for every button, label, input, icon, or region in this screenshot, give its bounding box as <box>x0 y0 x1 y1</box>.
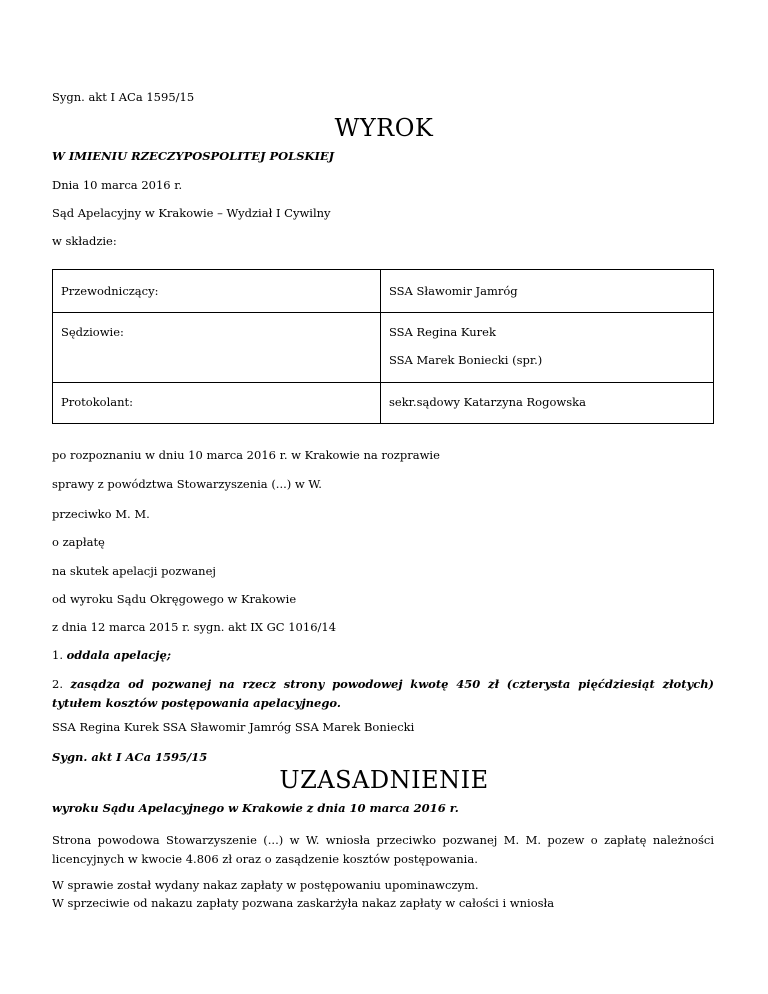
proceedings-line: od wyroku Sądu Okręgowego w Krakowie <box>52 592 297 606</box>
proceedings-line: na skutek apelacji pozwanej <box>52 564 216 578</box>
proceedings-line: z dnia 12 marca 2015 r. sygn. akt IX GC 1016/14 <box>52 620 337 634</box>
proceedings-line: po rozpoznaniu w dniu 10 marca 2016 r. w Krakowie na rozprawie <box>52 448 440 462</box>
proceedings-line: o zapłatę <box>52 535 105 549</box>
proceedings-line: sprawy z powództwa Stowarzyszenia (...) w W. <box>52 477 322 491</box>
table-row <box>53 313 714 383</box>
composition-label: w składzie: <box>52 234 117 248</box>
proceedings-line: przeciwko M. M. <box>52 507 150 521</box>
judges-label: Sędziowie: <box>53 313 381 383</box>
presiding-label: Przewodniczący: <box>53 270 381 313</box>
court-line: Sąd Apelacyjny w Krakowie – Wydział I Cywilny <box>52 206 331 220</box>
justification-subtitle: wyroku Sądu Apelacyjnego w Krakowie z dnia 10 marca 2016 r. <box>52 801 459 815</box>
ruling-item <box>52 648 171 662</box>
ruling-number: 2. <box>52 677 63 691</box>
case-reference-2: Sygn. akt I ACa 1595/15 <box>52 750 208 764</box>
ruling-item <box>52 675 714 713</box>
document-title: WYROK <box>334 114 434 142</box>
table-row <box>53 270 714 313</box>
ruling-text: oddala apelację; <box>66 648 172 662</box>
justification-paragraph: W sprzeciwie od nakazu zapłaty pozwana zaskarżyła nakaz zapłaty w całości i wniosła <box>52 896 555 910</box>
justification-paragraph: W sprawie został wydany nakaz zapłaty w postępowaniu upominawczym. <box>52 878 479 892</box>
clerk-label: Protokolant: <box>53 383 381 424</box>
judges-cell <box>381 313 714 383</box>
presiding-value: SSA Sławomir Jamróg <box>381 270 714 313</box>
in-the-name-line: W IMIENIU RZECZYPOSPOLITEJ POLSKIEJ <box>52 149 335 163</box>
date-line: Dnia 10 marca 2016 r. <box>52 178 183 192</box>
justification-paragraph: Strona powodowa Stowarzyszenie (...) w W. wniosła przeciwko pozwanej M. M. pozew o zapłatę należności licencyjnych w kwocie 4.806 zł oraz o zasądzenie kosztów postępowania. <box>52 833 714 866</box>
ruling-number: 1. <box>52 648 63 662</box>
ruling-text: zasądza od pozwanej na rzecz strony powodowej kwotę 450 zł (czterysta pięćdziesiąt złotych) tytułem kosztów postępowania apelacyjnego. <box>52 677 714 710</box>
case-reference: Sygn. akt I ACa 1595/15 <box>52 90 195 104</box>
clerk-value: sekr.sądowy Katarzyna Rogowska <box>381 383 714 424</box>
justification-title: UZASADNIENIE <box>279 766 489 794</box>
table-row <box>53 383 714 424</box>
signatures: SSA Regina Kurek SSA Sławomir Jamróg SSA Marek Boniecki <box>52 720 415 734</box>
court-panel-table <box>52 269 714 424</box>
judge-name: SSA Marek Boniecki (spr.) <box>389 353 543 367</box>
judge-name: SSA Regina Kurek <box>389 325 496 339</box>
